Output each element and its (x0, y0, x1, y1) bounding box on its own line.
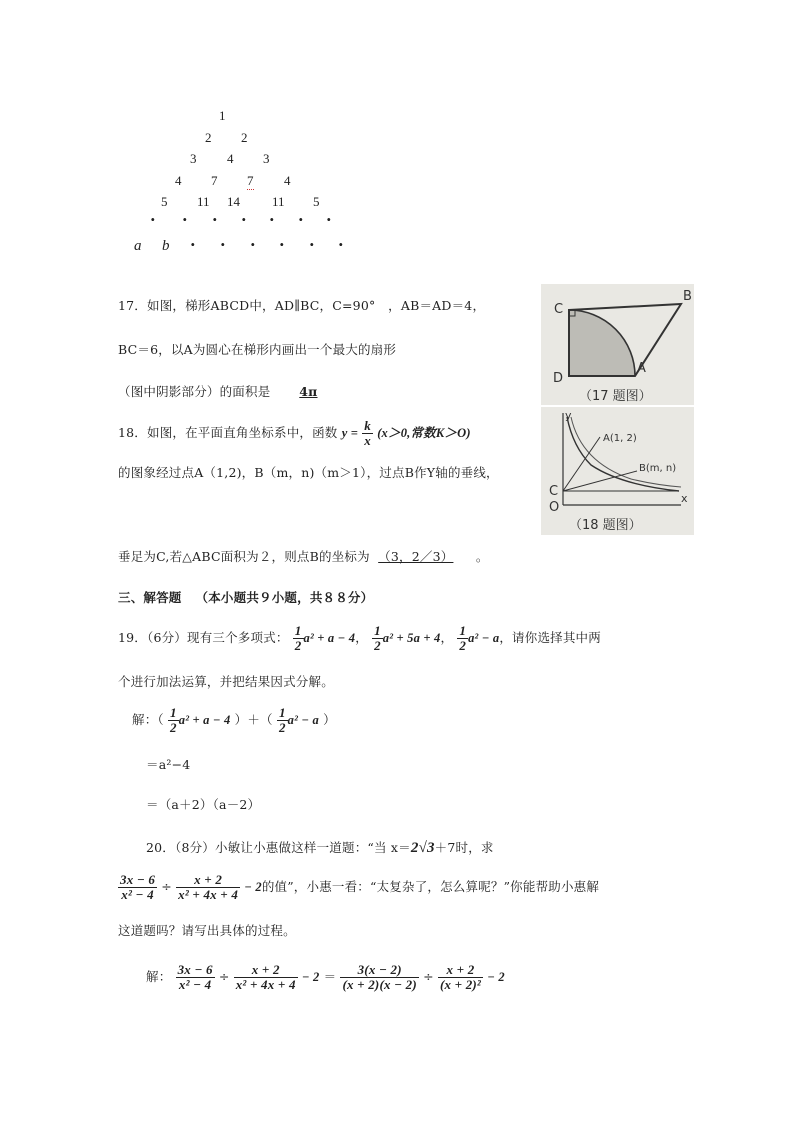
half-num: 1 (170, 705, 177, 720)
half-den: 2 (294, 638, 302, 653)
q18-line3-end: 。 (475, 549, 489, 564)
q17-line2: BC＝6，以A为圆心在梯形内画出一个最大的扇形 (118, 342, 397, 357)
half-num: 1 (459, 623, 467, 638)
q20-minus2: − 2 (244, 880, 262, 894)
q19-poly3: a² − a (468, 631, 500, 645)
section3-header (118, 588, 373, 606)
q17-line3-text: （图中阴影部分）的面积是 (118, 384, 271, 399)
q18-line2: 的图象经过点A（1,2)，B（m，n)（m＞1），过点B作Y轴的垂线， (118, 465, 499, 480)
q20-line1 (146, 838, 494, 857)
q19-sol-mid: ）＋（ (234, 712, 273, 727)
section3-note: （本小题共９小题，共８８分） (195, 590, 374, 605)
q20-solution (146, 955, 505, 999)
q20-sol-frac1 (176, 963, 215, 992)
q18-answer: （3，2／3） (378, 549, 454, 564)
q20-sol-rhs1 (340, 963, 418, 992)
tri-dot: · (182, 210, 188, 229)
q20-sol-label: 解： (146, 969, 172, 984)
q20-sol-eq: ＝ (323, 969, 337, 984)
tri-dot: · (326, 210, 332, 229)
q18-line1 (118, 418, 471, 448)
fig17-label-c: C (554, 302, 564, 317)
tri-r3-1: 3 (190, 151, 197, 166)
tri-dot: · (338, 235, 344, 254)
fig17-caption: （17 题图） (579, 389, 652, 404)
q19-sol-half-1 (168, 706, 179, 735)
q20-frac1-den: x² − 4 (121, 887, 154, 902)
q20-line2-text: 的值”，小惠一看：“太复杂了，怎么算呢？”你能帮助小惠解 (261, 879, 600, 894)
q20-sol-frac2 (234, 963, 298, 992)
tri-r2-1: 2 (205, 130, 212, 145)
q20-rhs2-den: (x + 2)² (439, 977, 482, 992)
tri-dot: · (279, 235, 285, 254)
tri-dot: · (309, 235, 315, 254)
q17-line3 (118, 382, 346, 400)
q19-line2: 个进行加法运算，并把结果因式分解。 (118, 674, 334, 689)
q17-line1: 17．如图，梯形ABCD中，AD∥BC，C=90° ，AB＝AD＝4， (118, 298, 486, 313)
fig18-label-b: B(m, n) (639, 463, 677, 474)
q20-frac1-den: x² − 4 (178, 977, 212, 992)
half-num: 1 (374, 623, 381, 638)
half-den: 2 (170, 720, 177, 735)
q19-sol-poly1: a² + a − 4 (178, 713, 231, 727)
q18-formula-cond: (x＞0,常数K＞O) (377, 426, 471, 440)
q19-poly2: a² + 5a + 4 (382, 631, 441, 645)
q19-sol-half-2 (277, 706, 288, 735)
q19-sol-end: ） (323, 712, 336, 727)
tri-b: b (162, 238, 170, 254)
q20-line1-end: ＋7时，求 (434, 840, 494, 855)
fig17-label-a: A (637, 361, 646, 376)
q20-sol-div1: ÷ (218, 969, 230, 984)
q20-value: 2√3 (410, 840, 435, 856)
figure-18 (541, 407, 694, 535)
q19-step1: ＝a²−4 (146, 757, 191, 772)
q20-sol-minus2a: − 2 (301, 970, 320, 984)
q19-solution (132, 700, 336, 740)
q20-frac2-num: x + 2 (234, 963, 298, 978)
tri-r4-4: 4 (284, 173, 291, 188)
q20-rhs1-den: (x + 2)(x − 2) (342, 977, 417, 992)
q20-frac2-den: x² + 4x + 4 (235, 977, 296, 992)
q20-sol-div2: ÷ (423, 969, 434, 984)
fig18-label-c: C (549, 484, 559, 499)
tri-r5-5: 5 (313, 194, 320, 209)
q20-frac1-num: 3x − 6 (177, 962, 213, 977)
tri-r1-1: 1 (219, 108, 226, 123)
tri-r3-2: 4 (227, 151, 234, 166)
section3-title: 三、解答题 (118, 590, 182, 605)
q18-formula-frac (362, 419, 373, 448)
q20-rhs1-num: 3(x − 2) (340, 963, 418, 978)
q18-frac-num: k (364, 418, 371, 433)
q19-sol-poly3: a² − a (287, 713, 319, 727)
q20-sol-minus2b: − 2 (487, 970, 505, 984)
figure-17 (541, 284, 694, 405)
tri-r3-3: 3 (263, 151, 270, 166)
tri-dot: · (190, 235, 196, 254)
q19-half-3 (457, 624, 468, 653)
q18-line3 (118, 547, 489, 565)
half-den: 2 (374, 638, 381, 653)
q20-rhs2-num: x + 2 (438, 963, 483, 978)
tri-dot: · (269, 210, 275, 229)
fig18-label-o: O (549, 500, 560, 515)
tri-a: a (134, 238, 142, 254)
q20-frac2-den: x² + 4x + 4 (178, 887, 239, 902)
q19-half-1 (293, 624, 304, 653)
q19-half-2 (372, 624, 383, 653)
tri-r4-1: 4 (175, 173, 182, 188)
q19-line1-text: 19．（6分）现有三个多项式： (118, 630, 289, 645)
fig18-caption: （18 题图） (569, 518, 642, 533)
q20-frac1-num: 3x − 6 (120, 872, 156, 887)
tri-dot: · (250, 235, 256, 254)
q19-step2: ＝（a＋2）（a－2） (146, 797, 261, 812)
fig17-label-d: D (553, 371, 564, 386)
tri-dot: · (212, 210, 218, 229)
q19-line1-end: ，请你选择其中两 (499, 630, 601, 645)
q17-answer: 4π (299, 384, 318, 399)
q20-frac1 (118, 873, 157, 902)
half-den: 2 (459, 638, 467, 653)
half-num: 1 (278, 705, 286, 720)
fig18-label-y: y (565, 409, 572, 422)
q20-line2 (118, 866, 599, 908)
tri-dot: · (241, 210, 247, 229)
fig17-label-b: B (683, 289, 692, 304)
q20-frac2-num: x + 2 (176, 873, 240, 888)
q18-frac-den: x (364, 433, 371, 448)
tri-dot: · (298, 210, 304, 229)
tri-r4-2: 7 (211, 173, 218, 188)
q20-line1-text: 20．（8分）小敏让小惠做这样一道题：“当 x＝ (146, 840, 411, 855)
fig18-label-a: A(1, 2) (603, 433, 637, 444)
tri-r5-3: 14 (227, 194, 240, 209)
q20-div: ÷ (161, 879, 172, 894)
tri-dot: · (150, 210, 156, 229)
q19-sol-pre: 解：（ (132, 712, 164, 727)
tri-r5-1: 5 (161, 194, 168, 209)
half-den: 2 (278, 720, 286, 735)
tri-r4-3: 7 (247, 173, 254, 188)
q18-line3-text: 垂足为C,若△ABC面积为２，则点B的坐标为 (118, 549, 370, 564)
tri-r5-2: 11 (197, 194, 210, 209)
half-num: 1 (294, 623, 302, 638)
q20-sol-rhs2 (438, 963, 483, 992)
tri-dot: · (220, 235, 226, 254)
q20-line3: 这道题吗？请写出具体的过程。 (118, 923, 296, 938)
q18-formula-y: y = (341, 426, 359, 440)
q18-line1-text: 18．如图，在平面直角坐标系中，函数 (118, 425, 338, 440)
q19-line1: 19．（6分）现有三个多项式： $\frac{1}{2}$ a² + a − 4， $\frac{1}{2}$ a² + 5a + 4， $\frac{1}{2}$ a² − a，请你选择其中两 (118, 623, 601, 653)
fig18-label-x: x (681, 492, 688, 505)
tri-r2-2: 2 (241, 130, 248, 145)
q20-frac2 (176, 873, 240, 902)
tri-r5-4: 11 (272, 194, 285, 209)
q19-poly1: a² + a − 4 (303, 631, 356, 645)
